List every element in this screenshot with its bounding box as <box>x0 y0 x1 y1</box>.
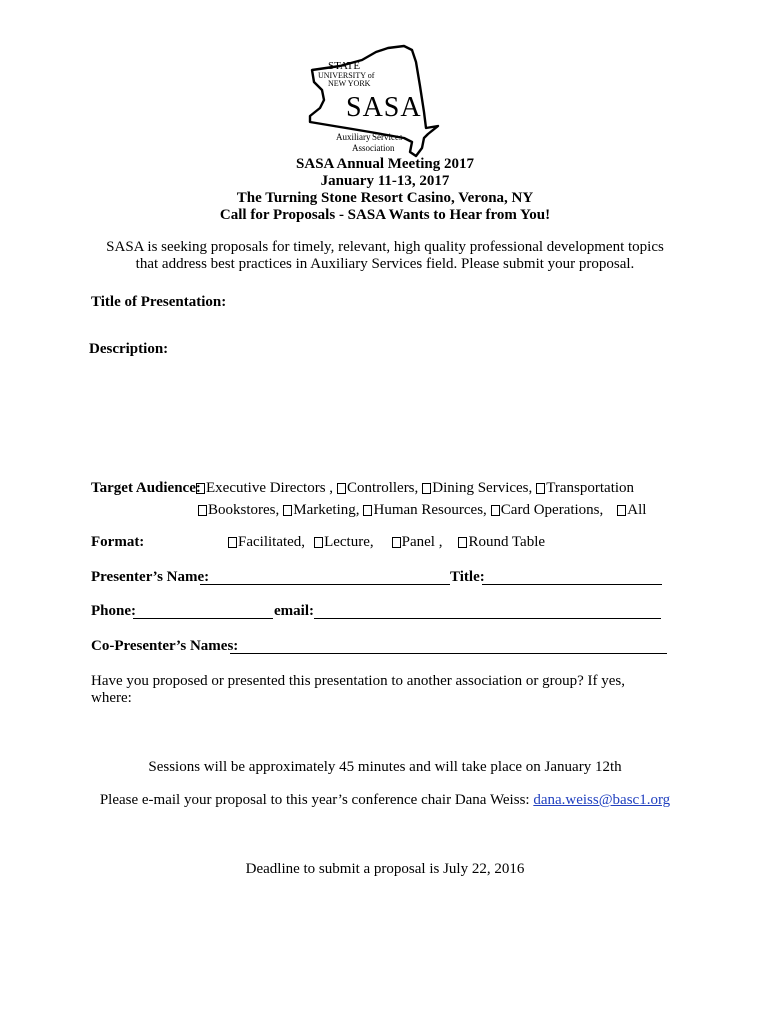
intro-line-1: SASA is seeking proposals for timely, relevant, high quality professional development topics <box>106 239 664 255</box>
target-executive-directors-checkbox[interactable]: Executive Directors , <box>196 480 333 497</box>
presenter-title-field[interactable] <box>482 584 662 585</box>
checkbox-icon[interactable] <box>458 537 467 548</box>
target-audience-row-1 <box>196 480 634 497</box>
checkbox-icon[interactable] <box>363 505 372 516</box>
logo-new-york: NEW YORK <box>328 79 371 88</box>
target-marketing-checkbox[interactable]: Marketing, <box>283 502 359 519</box>
meeting-title: SASA Annual Meeting 2017 <box>296 156 474 172</box>
previous-presentation-question: Have you proposed or presented this presentation to another association or group? If yes, <box>91 673 626 689</box>
target-audience-label: Target Audience: <box>91 480 201 496</box>
format-facilitated-checkbox[interactable]: Facilitated, <box>228 534 305 551</box>
sessions-note: Sessions will be approximately 45 minutes and will take place on January 12th <box>148 759 622 775</box>
target-card-operations-checkbox[interactable]: Card Operations, <box>491 502 603 519</box>
presenter-title-label: Title: <box>450 569 485 585</box>
phone-label: Phone: <box>91 603 136 619</box>
description-label: Description: <box>89 341 169 357</box>
intro-line-2: that address best practices in Auxiliary Services field. Please submit your proposal. <box>135 256 635 272</box>
checkbox-icon[interactable] <box>314 537 323 548</box>
format-lecture-checkbox[interactable]: Lecture, <box>314 534 374 551</box>
target-bookstores-checkbox[interactable]: Bookstores, <box>198 502 279 519</box>
presenter-name-field[interactable] <box>200 584 450 585</box>
call-for-proposals: Call for Proposals - SASA Wants to Hear from You! <box>219 207 551 223</box>
target-human-resources-checkbox[interactable]: Human Resources, <box>363 502 486 519</box>
co-presenter-label: Co-Presenter’s Names: <box>91 638 239 654</box>
co-presenter-field[interactable] <box>230 653 667 654</box>
logo-sasa: SASA <box>346 92 422 123</box>
email-field[interactable] <box>314 618 661 619</box>
format-options <box>228 534 545 551</box>
target-dining-services-checkbox[interactable]: Dining Services, <box>422 480 532 497</box>
deadline-note: Deadline to submit a proposal is July 22, 2016 <box>245 861 525 877</box>
target-transportation-checkbox[interactable]: Transportation <box>536 480 634 497</box>
target-audience-row-2 <box>198 502 646 519</box>
title-label: Title of Presentation: <box>91 294 227 310</box>
chair-email-link[interactable]: dana.weiss@basc1.org <box>533 792 671 808</box>
checkbox-icon[interactable] <box>283 505 292 516</box>
logo-auxiliary: Auxiliary <box>336 132 371 142</box>
checkbox-icon[interactable] <box>617 505 626 516</box>
previous-presentation-where: where: <box>91 690 132 706</box>
email-instructions-text: Please e-mail your proposal to this year’s conference chair Dana Weiss: <box>99 792 534 808</box>
logo-state: STATE <box>328 60 361 72</box>
checkbox-icon[interactable] <box>337 483 346 494</box>
meeting-location: The Turning Stone Resort Casino, Verona, NY <box>236 190 534 206</box>
checkbox-icon[interactable] <box>422 483 431 494</box>
presenter-name-label: Presenter’s Name: <box>91 569 210 585</box>
checkbox-icon[interactable] <box>198 505 207 516</box>
logo-university: UNIVERSITY of <box>318 71 375 80</box>
checkbox-icon[interactable] <box>536 483 545 494</box>
sasa-logo <box>300 42 440 160</box>
email-label: email: <box>274 603 314 619</box>
phone-field[interactable] <box>133 618 273 619</box>
target-all-checkbox[interactable]: All <box>617 502 646 519</box>
format-round-table-checkbox[interactable]: Round Table <box>458 534 545 551</box>
meeting-dates: January 11-13, 2017 <box>320 173 450 189</box>
checkbox-icon[interactable] <box>228 537 237 548</box>
format-panel-checkbox[interactable]: Panel , <box>392 534 443 551</box>
logo-services: Services <box>372 132 403 142</box>
logo-association: Association <box>352 143 395 153</box>
checkbox-icon[interactable] <box>491 505 500 516</box>
checkbox-icon[interactable] <box>196 483 205 494</box>
target-controllers-checkbox[interactable]: Controllers, <box>337 480 418 497</box>
format-label: Format: <box>91 534 145 550</box>
email-instructions <box>0 792 770 809</box>
checkbox-icon[interactable] <box>392 537 401 548</box>
